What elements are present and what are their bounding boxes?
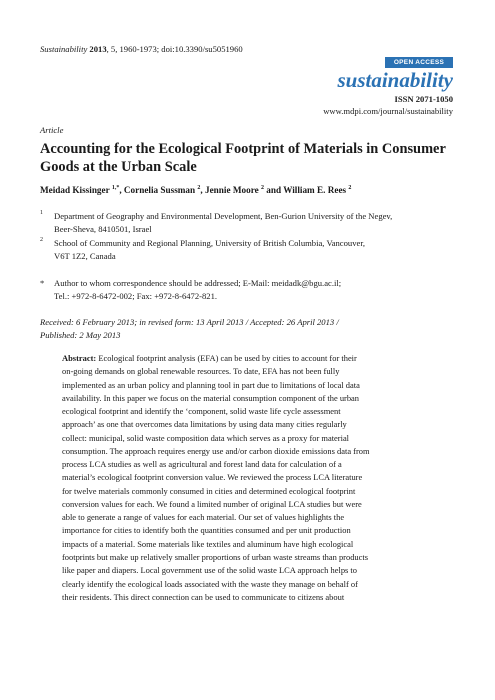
author-separator: , [119,185,124,195]
author: William E. Rees [283,185,347,195]
abstract-line: importance for cities to identify both the quantities consumed and per unit production [62,525,351,536]
citation-year: 2013 [89,44,107,54]
abstract-line: impacts of a material. Some materials like textiles and aluminum have high ecological [62,538,354,549]
correspondence-mark: * [40,278,45,288]
citation-line [40,44,243,54]
correspondence-text [54,277,474,303]
abstract-line: collect: municipal, solid waste composition data which serves as a proxy for material [62,432,350,443]
paper-title: Accounting for the Ecological Footprint of Materials in Consumer Goods at the Urban Scale [40,141,446,175]
abstract-line: footprints but make up relatively smaller proportions of urban waste streams than products [62,551,369,562]
author-list [40,185,351,195]
abstract-line: process LCA studies as well as agricultural and forest land data for calculation of a [62,459,342,470]
affiliation-line: Beer-Sheva, 8410501, Israel [54,224,152,234]
abstract-line: availability. In this paper we focus on the material consumption component of the urban [62,392,360,403]
abstract-label: Abstract: [62,353,97,363]
journal-short: Sustainability [40,44,88,54]
affiliation-number: 1 [40,210,43,216]
author-separator: and [263,185,284,195]
abstract-line: conversion values for each. We found a limited number of original LCA studies but were [62,498,362,509]
affiliation-text [54,210,474,236]
dates-line: Received: 6 February 2013; in revised form: 13 April 2013 / Accepted: 26 April 2013 / [40,317,339,327]
dates-line: Published: 2 May 2013 [40,330,121,340]
abstract-line: on-going demands on global renewable resources. To date, EFA has not been fully [62,366,340,377]
affiliation-text [54,237,474,263]
abstract-line [62,352,436,365]
abstract-line: clearly identify the ecological loads associated with the waste they manage on behalf of [62,578,358,589]
author-sup: 2 [260,184,264,191]
citation-details: , 5, 1960-1973; doi:10.3390/su5051960 [106,44,243,54]
author-separator: , [200,185,206,195]
affiliation-line: School of Community and Regional Planning, University of British Columbia, Vancouver, [54,238,365,248]
abstract-line: approach’ as one that overcomes data limitations by using data many cities regularly [62,419,347,430]
correspondence-line: Tel.: +972-8-6472-002; Fax: +972-8-6472-821. [54,291,218,301]
author-sup: 1,* [111,184,120,191]
issn: ISSN 2071-1050 [394,94,453,104]
abstract-line: implemented as an urban policy and planning tool in part due to limitations of local data [62,379,360,390]
correspondence-line: Author to whom correspondence should be addressed; E-Mail: meidadk@bgu.ac.il; [54,278,342,288]
author-sup: 2 [348,184,352,191]
abstract-line: material’s ecological footprint conversion value. We reviewed the process LCA literature [62,472,363,483]
affiliation-line: Department of Geography and Environmental Development, Ben-Gurion University of the Negev, [54,211,393,221]
author: Meidad Kissinger [40,185,110,195]
author: Jennie Moore [205,185,259,195]
author-sup: 2 [197,184,201,191]
abstract-line: like paper and diapers. Local government use of the solid waste LCA approach helps to [62,565,357,576]
abstract-line: for twelve materials commonly consumed in cities and determined ecological footprint [62,485,356,496]
abstract-line: consumption. The approach requires energy use and/or carbon dioxide emissions data from [62,445,370,456]
abstract [62,352,436,604]
affiliation-line: V6T 1Z2, Canada [54,251,116,261]
journal-url[interactable]: www.mdpi.com/journal/sustainability [323,106,453,116]
abstract-line: ecological footprint and identify the ‘component, solid waste life cycle assessment [62,406,341,417]
abstract-text: Ecological footprint analysis (EFA) can be used by cities to account for their [96,353,357,363]
abstract-line: their residents. This direct connection can be used to communicate to citizens about [62,591,345,602]
open-access-badge: OPEN ACCESS [385,57,453,68]
affiliation-number: 2 [40,237,43,243]
abstract-line: able to generate a range of values for each material. Our set of values highlights the [62,512,345,523]
article-type: Article [40,125,64,135]
publication-dates [40,316,460,342]
author: Cornelia Sussman [123,185,196,195]
journal-logo: sustainability [337,68,453,92]
